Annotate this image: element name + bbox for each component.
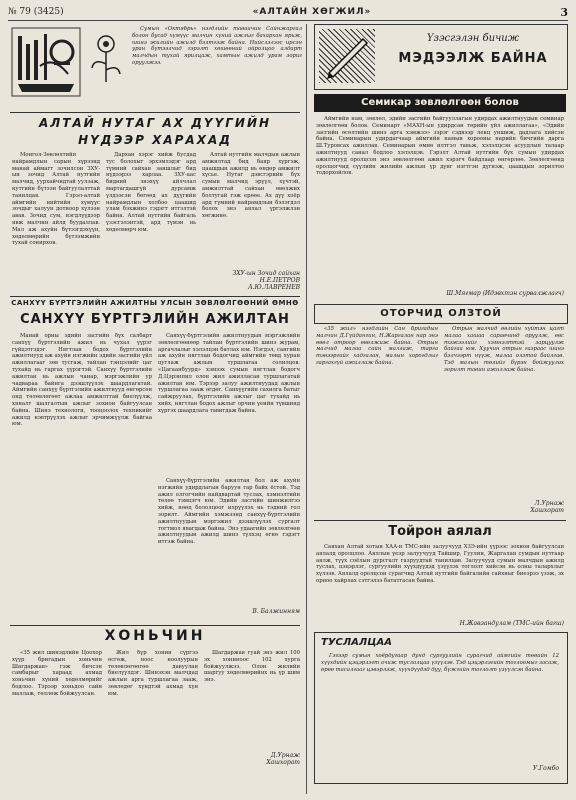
tuslaltsaa-box <box>314 632 568 784</box>
altai-signature: ЗХУ-ын Зочид сайхан Н.Е.ПЕТРОВ А.Ю.ЛАВРЕНЕВ <box>232 270 300 291</box>
otorchid-headline-box <box>314 304 568 324</box>
altai-headline-line2: НҮДЭЭР ХАРАХАД <box>78 133 232 147</box>
hammer-sickle-emblem-icon <box>10 26 82 98</box>
sankhuu-headline: САНХҮҮ БҮРТГЭЛИЙН АЖИЛТАН <box>20 312 290 327</box>
sankhuu-column-1: Манай орны эдийн засгийн бүх салбарт санхүү бүртгэлийн ажил нь чухал үүрэг гүйцэтгэдэг. Нягтлан бодох бүртгэлийн ажилтнууд аж ахуйн нэгжийн эдийн засгийн үйл ажиллагааг зөв тусгаж, тайлан тэнцэлийг цаг тухайд нь гаргах үүрэгтэй. Санхүү бүртгэлийн ажилтан нь ажлын чанар, мэргэжлийн ур чадвараа байнга дээшлүүлэх шаардлагатай. Аймгийн санхүү бүртгэлийн ажилтнууд өнгөрсөн онд төлөвлөгөөт ажлаа амжилттай биелүүлж, хяналт шалгалтын ажлыг зохион байгуулсан байна. Шинэ технологи, тооцоолох техникийг ажилд нэвтрүүлэх ажлыг эрчимжүүлж байгаа юм. <box>12 333 152 428</box>
emblem-illustration <box>10 26 82 98</box>
intro-paragraph: Сумын «Октябрь» нэгдлийн таваачин Сайнжаргал болон бусад хүмүүс малчин хүний ажлыг бахархан ярьж, шинэ жилийн ажилд бэлтгэж байна. Нийслэлээс ирсэн уран бүтээлчид гэрэлт хөшөөний ойролцоо алдарт малчдын тухай ярилцаж, хамтын ажилд урам зориг оруулжээ. <box>132 26 302 66</box>
flower-icon <box>86 30 126 85</box>
tuslaltsaa-body: Гэгээр сумын хоёрдугаар дунд сургуулийн сурагчид аймгийн төвийн 12 хүүхдийн цэцэрлэгт очиж туслалцаа үзүүлэв. Тэд цэцэрлэгийн тоглоомыг засаж, өрөө тасалгааг цэвэрлэж, хүүхдүүдэд дуу, бүжгийн тоглолт үзүүлсэн байна. <box>321 653 559 673</box>
altai-column-3: Алтай нутгийн малчдын ажлын амжилтад бид баяр хүргэж, цаашдын ажилд нь өндөр амжилт хүсье. Нутаг дэвсгэрийн бүх сумын малчид эрүүл, хүчтэй, амжилттай сайхан өвөлжих болтугай гэж ерөөе. Ах дүү хоёр ард түмний найрамдлын бэлэгдэл болох энэ аялал үргэлжлэн хөгжинө. <box>202 152 300 220</box>
khonchin-column-1: «35 жил шинэдлийн Цоохор хүүр бригадын хоньчин Шагдаржав» гэж бичсэн самбарыг хараад ахмад хоньчин хүний хөдөлмөрийг бодлоо. Тэрээр хоньдоо сайн маллаж, төллөж бойжуулсан. <box>12 650 102 697</box>
tuslaltsaa-signature: У.Гомбо <box>532 765 559 772</box>
otorchid-column-2: Отрын малчид өвлийн хүйтэн цагт малаа хашаа саравчинд оруулж, өвс тэжээлийг хэмнэлттэй зарцуулж байгаа юм. Хуучин отрын газраас шинэ бэлчээрт нүүж, малаа олзтой байлгав. Тэд малын төлийг бүрэн бойжуулах зорилт тавин ажиллаж байна. <box>444 326 564 373</box>
otorchid-signature: Л.Урнаж Хашхорат <box>530 500 564 514</box>
khonchin-column-3: Шагдаржав гуай энэ жил 100 эх хониноос 102 хурга бойжуулжээ. Олон жилийн шаргуу хөдөлмөрийнх нь үр шим энэ. <box>204 650 300 684</box>
page-number: 3 <box>560 5 568 19</box>
pen-icon <box>319 29 375 83</box>
banner-box <box>314 24 568 90</box>
toiron-signature: Н.Жавзандулам (ТМС-ийн багш) <box>459 620 564 627</box>
banner-line2: МЭДЭЭЛЖ БАЙНА <box>398 51 548 66</box>
altai-headline-line1: АЛТАЙ НУТАГ АХ ДҮҮГИЙН <box>38 116 272 130</box>
altai-column-1: Монгол-Зөвлөлтийн найрамдлын сарын хүрээнд манай аймагт зочилсон ЗХУ-ын зочид Алтай нутгийн малчид, уурхайчидтай уулзаж, нутгийн бүтээн байгуулалттай танилцав. Гэрэл-алтай аймгийн нийтийн хүмүүс зочдыг халуун дотноор хүлээн авав. Зочид сум, нэгдлүүдээр явж малчин айлд буудаллав. Мал аж ахуйн бүтээгдэхүүн, хөдөлмөрийн бүтээмжийн тухай сонирхов. <box>12 152 100 247</box>
sankhuu-column-3: Санхүү-бүртгэлийн ажилтан бол аж ахуйн нэгжийн удирдлагын баруун гар байх ёстой. Тэд ажил олгогчийн найдвартай туслах, хэмнэлтийн төлөө тэмцэгч юм. Эдийн засгийн шинжилгээ хийж, нөөц бололцоог илрүүлэх нь тэдний гол зорилт. Аймгийн хэмжээнд санхүү-бүртгэлийн ажилтнуудын мэргэжил дээшлүүлэх сургалт тогтмол явагдаж байна. Энэ удаагийн зөвлөлгөөн ажилтнуудын ажилд шинэ түлхэц өгнө гэдэгт итгэж байна. <box>158 478 300 546</box>
sankhuu-band: САНХҮҮ БҮРТГЭЛИЙН АЖИЛТНЫ УЛСЫН ЗӨВЛӨЛГӨӨНИЙ ӨМНӨ <box>11 299 299 307</box>
flower-ornament <box>86 30 126 85</box>
banner-illustration <box>319 29 375 83</box>
khonchin-headline: ХОНЬЧИН <box>104 628 206 644</box>
sankhuu-signature: В. Балжинням <box>252 608 300 615</box>
banner-line1: Үзэсгэлэн бичиж <box>426 33 520 44</box>
khonchin-column-2: Жил бүр хонин сүргээ өсгөж, ноос ноолуурын төлөвлөгөөгөө давуулан биелүүлдэг. Шинэхэн малчдад ажлын арга туршлагаа зааж, зөвлөдөг хүндтэй ахмад хүн юм. <box>108 650 198 697</box>
page-header <box>8 4 568 21</box>
toiron-body: Саяхан Алтай хотын ХАА-н ТМС-ийн залуучууд ХЗЭ-ийн үүрээс зохион байгуулсан аялалд оролцлоо. Аяллын үеэр залуучууд Тайшир, Гуулин, Жаргалан сумдын нутгаар аялж, түүх соёлын дурсгалт газруудтай танилцав. Залуучууд сумын малчдын ажилд туслах, цэцэрлэг, сургуулийн хүүхдүүдэд үзүүлэх тоглолт хийсэн нь олны талархлыг хүлээв. Аялалд оролцсон сурагчид Алтай нутгийн байгалийн сайхныг биеэрээ үзэж, эх орноо хайрлах сэтгэлээ бататгасан байна. <box>316 544 564 584</box>
sankhuu-column-2: Санхүү-бүртгэлийн ажилтнуудын мэргэжлийн зөвлөлгөөнөөр тайлан бүртгэлийн шинэ журам, аргачлалыг хэлэлцэн батлах юм. Нэгдэл, сангийн аж ахуйн нягтлан бодогчид аймгийн төвд хуран цуглаж ажлын туршлагаа солилцов. «Цагаанбуурд» хэмээх сумын нягтлан бодогч Д.Цэрэнпил олон жил ажилласан туршлагатай ажилтан юм. Тэрээр залуу ажилтнуудад ажлын туршлагаа зааж өгдөг. Санхүүгийн сахилга батыг сайжруулах, бүртгэлийн ажлыг цаг тухайд нь хийх, нягтлан бодох ажлыг орчин үеийн түвшинд хүргэх шаардлага тавигдаж байна. <box>158 333 300 414</box>
seminar-body: Аймгийн нам, зөвлөл, эдийн засгийн байгууллагын удирдах ажилтнуудын семинар зөвлөлгөөн болов. Семинарт «МАХН-ын удирдсан төрийн үйл ажиллагаа», «Эдийн засгийн өсөлтийн шинэ арга хэмжээ» зэрэг сэдвээр лекц уншиж, дадлага хийсэн байна. Семинарын удирдагчаар аймгийн намын хорооны нарийн бичгийн дарга Ш.Туровсах ажиллав. Семинарын өмнө илтгэл тавьж, хэлэлцсэн асуудлын талаар ажилтнууд санал бодлоо хэлэлцэв. Гэрэлт Алтай нутгийн бүх сумын удирдах ажилтнууд оролцсон энэ зөвлөлгөөн ажил хэрэгч байдлаар өнгөрлөө. Зөвлөлгөөнд оролцогчид сүүлийн жилийн ажлын үр дүнг нэгтгэн дүгнэж, цаашдын зорилтоо тодорхойлов. <box>316 116 564 177</box>
newspaper-title: «АЛТАЙН ХӨГЖИЛ» <box>252 7 372 17</box>
seminar-headline: Семикар зөвлөлгөөн болов <box>314 94 566 112</box>
altai-column-2: Дархан хэрэг хийж бусдад тус болохыг эрхэмлэдэг ард түмний сайхан заншлыг бид нүдээрээ харлаа. ЗХУ-аас бидний энэхүү айлчлал мартагдашгүй дурсамж үлдээсэн бөгөөд ах дүүгийн найрамдлын холбоо цаашид улам бэхжинэ гэдэгт итгэлтэй байна. Алтай нутгийн байгаль үзэсгэлэнтэй, ард түмэн нь хөдөлмөрч юм. <box>106 152 196 233</box>
seminar-signature: Ш.Мягмар (Идэвхтэн сурвалжлагч) <box>446 290 564 297</box>
khonchin-signature: Д.Урнаж Хашхорат <box>266 752 300 766</box>
issue-number: № 79 (3425) <box>8 7 64 17</box>
otorchid-headline: ОТОРЧИД ОЛЗТОЙ <box>380 308 502 319</box>
otorchid-column-1: «35 жил» нэгдлийн Сан бригадын малчин Д.Гүйдангин, Н.Жаргалан нар энэ өвөл отроор өвөлжиж байна. Отрын малчид малаа сайн маллаж, тарга тэвээргийг хадгалан, малын хорогдлыг гаргахгүй ажиллаж байна. <box>316 326 438 366</box>
tuslaltsaa-headline: ТУСЛАЛЦАА <box>321 637 392 648</box>
toiron-headline: Тойрон аялал <box>388 524 492 539</box>
